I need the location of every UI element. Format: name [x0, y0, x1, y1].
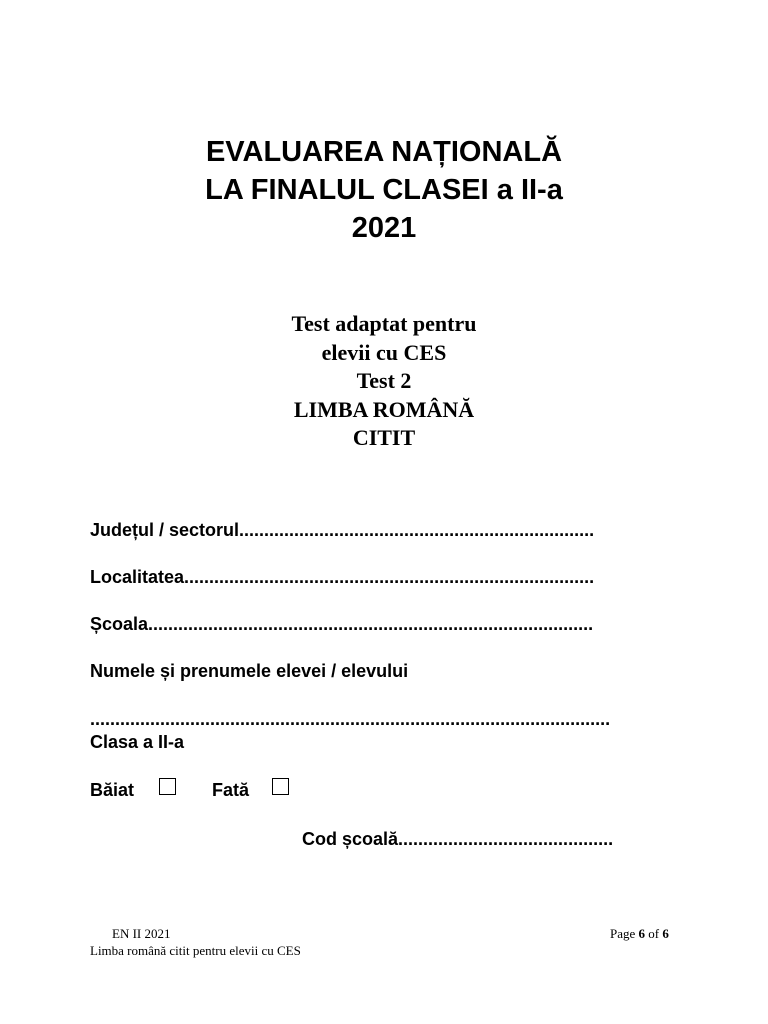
page-prefix: Page: [610, 926, 639, 941]
test-subtitle: [0, 310, 768, 453]
exam-year: 2021: [351, 212, 417, 244]
school-field: Școala.........................................................................................: [90, 614, 594, 634]
subject-skill: CITIT: [352, 425, 416, 450]
page-number: [610, 926, 669, 942]
school-code-field: Cod școală...........................................: [302, 829, 614, 849]
class-label: Clasa a II-a: [90, 732, 185, 752]
test-number: Test 2: [356, 368, 412, 393]
title-line-2: LA FINALUL CLASEI a II-a: [205, 174, 563, 206]
subtitle-line-2: elevii cu CES: [321, 339, 447, 365]
student-name-line: ........................................................................................................: [90, 709, 611, 729]
exam-code: EN II 2021: [112, 926, 171, 941]
page-of: of: [645, 926, 663, 941]
subtitle-line-1: Test adaptat pentru: [291, 311, 477, 336]
girl-checkbox[interactable]: [272, 778, 289, 795]
locality-field: Localitatea..................................................................................: [90, 567, 595, 587]
exam-title: [0, 133, 768, 247]
girl-label: Fată: [212, 780, 250, 800]
student-name-label: Numele și prenumele elevei / elevului: [90, 661, 409, 681]
county-field: Județul / sectorul.......................................................................: [90, 520, 595, 540]
title-line-1: EVALUAREA NAȚIONALĂ: [205, 136, 563, 168]
page-total: 6: [662, 926, 669, 941]
boy-label: Băiat: [90, 780, 135, 800]
subject-name: LIMBA ROMÂNĂ: [293, 396, 475, 422]
boy-checkbox[interactable]: [159, 778, 176, 795]
footer-description: Limba română citit pentru elevii cu CES: [90, 943, 301, 958]
page-current: 6: [638, 926, 646, 941]
